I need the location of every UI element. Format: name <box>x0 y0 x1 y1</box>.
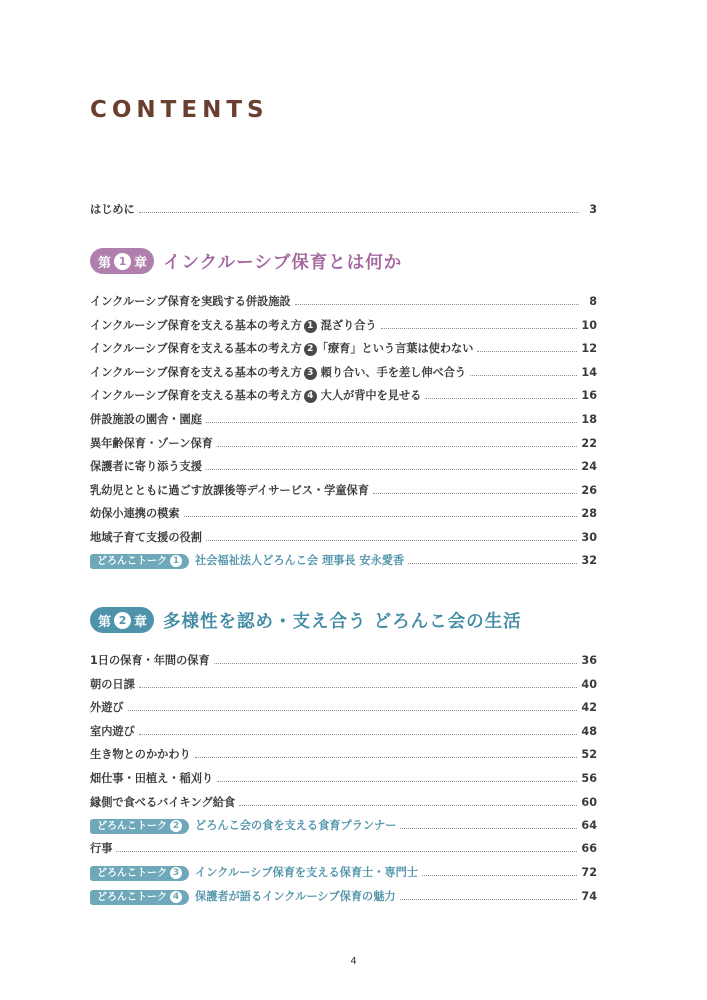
toc-entry-text: インクルーシブ保育を支える基本の考え方 <box>90 318 302 332</box>
toc-page-number: 24 <box>581 460 597 474</box>
dot-leader <box>400 827 577 829</box>
talk-number: 1 <box>170 555 182 567</box>
dot-leader <box>206 421 578 423</box>
toc-entry[interactable] <box>90 700 597 716</box>
toc-entry-label: 社会福祉法人どろんこ会 理事長 安永愛香 <box>195 554 405 567</box>
dot-leader <box>381 327 578 329</box>
dot-leader <box>217 780 577 782</box>
dot-leader <box>206 539 578 541</box>
toc-entry-label <box>90 506 180 522</box>
toc-entry[interactable] <box>90 653 597 669</box>
toc-entry-text: 畑仕事・田植え・稲刈り <box>90 772 214 785</box>
toc-entry-talk-1[interactable] <box>90 553 597 569</box>
chapter-badge-prefix: 第 <box>98 255 112 271</box>
toc-entry-text: インクルーシブ保育を支える基本の考え方 <box>90 389 302 403</box>
dot-leader <box>295 303 579 305</box>
talk-badge <box>90 554 189 569</box>
chapter-number: 1 <box>114 253 131 270</box>
toc-entry-label: 行事 <box>90 842 113 855</box>
dot-leader <box>128 709 578 711</box>
toc-entry-label <box>90 771 213 787</box>
toc-entry-label <box>90 653 210 669</box>
toc-page-number: 10 <box>581 318 597 332</box>
toc-entry-label: はじめに <box>90 203 135 216</box>
principle-number: 1 <box>304 320 317 333</box>
toc-entry-label: インクルーシブ保育を支える保育士・専門士 <box>195 866 418 879</box>
toc-page-number: 8 <box>589 295 597 308</box>
toc-entry[interactable] <box>90 294 597 310</box>
toc-entry[interactable] <box>90 341 597 357</box>
dot-leader <box>408 562 577 564</box>
dot-leader <box>400 898 578 900</box>
toc-entry-text: インクルーシブ保育を支える基本の考え方 <box>90 365 302 379</box>
toc-entry[interactable] <box>90 724 597 740</box>
dot-leader <box>425 397 577 399</box>
toc-entry[interactable] <box>90 412 597 428</box>
toc-entry[interactable] <box>90 530 597 546</box>
toc-entry-label <box>90 436 213 452</box>
toc-entry-text: 縁側で食べるバイキング給食 <box>90 795 236 809</box>
toc-entry-text: 外遊び <box>90 701 124 715</box>
dot-leader <box>195 756 578 758</box>
dot-leader <box>184 515 578 517</box>
chapter-badge <box>90 607 154 633</box>
chapter-badge-prefix: 第 <box>98 614 112 630</box>
toc-entry-label <box>90 341 473 357</box>
toc-entry[interactable] <box>90 365 597 381</box>
toc-entry[interactable] <box>90 459 597 475</box>
toc-entry-text: 1日の保育・年間の保育 <box>90 654 210 667</box>
talk-badge-label: どろんこトーク <box>97 891 167 903</box>
page-folio: 4 <box>350 956 357 967</box>
toc-entry-label <box>90 365 466 381</box>
toc-page-number: 48 <box>581 724 597 738</box>
toc-page-number: 16 <box>581 389 597 403</box>
talk-number: 3 <box>170 867 182 879</box>
dot-leader <box>139 733 578 735</box>
toc-entry-subtitle: 頼り合い、手を差し伸べ合う <box>316 365 467 379</box>
toc-entry-label <box>90 700 124 716</box>
toc-entry-text: 異年齢保育・ゾーン保育 <box>90 436 213 450</box>
dot-leader <box>373 492 578 494</box>
principle-number: 3 <box>304 367 317 380</box>
toc-page-number: 28 <box>581 507 597 521</box>
toc-entry-text: 併設施設の園舎・園庭 <box>90 413 202 426</box>
chapter-title: 多様性を認め・支え合う どろんこ会の生活 <box>163 611 522 632</box>
toc-page-number: 72 <box>581 866 597 879</box>
dot-leader <box>139 211 579 213</box>
toc-entry-text: インクルーシブ保育を支える基本の考え方 <box>90 342 302 356</box>
toc-entry[interactable] <box>90 506 597 522</box>
toc-page-number: 12 <box>581 342 597 356</box>
chapter-number: 2 <box>114 612 131 629</box>
toc-entry-label <box>90 459 202 475</box>
toc-entry-text: 生き物とのかかわり <box>90 748 191 762</box>
toc-entry-label: 保護者が語るインクルーシブ保育の魅力 <box>195 890 396 903</box>
contents-title: CONTENTS <box>90 97 269 123</box>
toc-page-number: 42 <box>581 701 597 715</box>
dot-leader <box>139 686 578 688</box>
toc-entry-text: インクルーシブ保育を実践する併設施設 <box>90 295 291 308</box>
chapter-title: インクルーシブ保育とは何か <box>163 252 403 273</box>
toc-entry[interactable] <box>90 747 597 763</box>
toc-entry-label <box>90 412 202 428</box>
toc-entry-label <box>90 318 377 334</box>
toc-entry-text: 幼保小連携の模索 <box>90 507 180 521</box>
toc-entry-label <box>90 677 135 693</box>
talk-badge-label: どろんこトーク <box>97 555 167 567</box>
chapter-1-heading <box>90 248 402 274</box>
toc-entry[interactable] <box>90 436 597 452</box>
toc-page-number: 36 <box>581 654 597 667</box>
chapter-badge-suffix: 章 <box>134 255 148 271</box>
talk-badge <box>90 819 189 834</box>
toc-entry-label <box>90 530 202 546</box>
toc-page-number: 32 <box>581 554 597 567</box>
toc-entry-label <box>90 795 235 811</box>
talk-number: 2 <box>170 820 182 832</box>
dot-leader <box>206 468 578 470</box>
toc-entry[interactable] <box>90 677 597 693</box>
toc-page-number: 74 <box>581 890 597 903</box>
toc-entry[interactable] <box>90 771 597 787</box>
chapter-badge-suffix: 章 <box>134 614 148 630</box>
toc-page-number: 52 <box>581 748 597 762</box>
toc-entry-label <box>90 724 135 740</box>
toc-entry-label <box>90 294 291 310</box>
toc-entry-subtitle: 「療育」という言葉は使わない <box>316 342 474 356</box>
dot-leader <box>214 662 578 664</box>
toc-entry-intro[interactable] <box>90 202 597 218</box>
talk-badge-label: どろんこトーク <box>97 867 167 879</box>
toc-entry[interactable] <box>90 388 597 404</box>
talk-badge <box>90 866 189 881</box>
toc-entry[interactable] <box>90 483 597 499</box>
chapter-badge <box>90 248 154 274</box>
dot-leader <box>217 445 578 447</box>
dot-leader <box>477 350 577 352</box>
dot-leader <box>422 874 577 876</box>
toc-page-number: 60 <box>581 795 597 809</box>
toc-entry-label <box>90 388 421 404</box>
principle-number: 4 <box>304 390 317 403</box>
toc-page-number: 66 <box>581 842 597 855</box>
toc-page-number: 56 <box>581 772 597 785</box>
toc-entry-text: 室内遊び <box>90 724 135 738</box>
principle-number: 2 <box>304 343 317 356</box>
toc-page-number: 3 <box>589 203 597 216</box>
toc-entry[interactable] <box>90 318 597 334</box>
toc-entry-label <box>90 483 369 499</box>
dot-leader <box>116 850 577 852</box>
toc-page-number: 30 <box>581 531 597 544</box>
toc-page-number: 14 <box>581 365 597 379</box>
toc-entry-label <box>90 747 191 763</box>
toc-entry-talk-3[interactable] <box>90 865 597 881</box>
toc-entry-event[interactable] <box>90 841 597 857</box>
toc-entry-talk-4[interactable] <box>90 889 597 905</box>
toc-entry-talk-2[interactable] <box>90 818 597 834</box>
toc-page-number: 40 <box>581 677 597 691</box>
dot-leader <box>239 804 577 806</box>
toc-page-number: 26 <box>581 483 597 497</box>
talk-number: 4 <box>170 891 182 903</box>
talk-badge-label: どろんこトーク <box>97 820 167 832</box>
toc-entry-text: 乳幼児とともに過ごす放課後等デイサービス・学童保育 <box>90 483 369 497</box>
toc-entry-subtitle: 混ざり合う <box>316 318 377 332</box>
toc-page-number: 18 <box>581 413 597 426</box>
toc-page-number: 64 <box>581 819 597 832</box>
toc-entry[interactable] <box>90 795 597 811</box>
toc-page-number: 22 <box>581 436 597 450</box>
talk-badge <box>90 890 189 905</box>
toc-entry-text: 地域子育て支援の役割 <box>90 531 202 544</box>
toc-entry-text: 保護者に寄り添う支援 <box>90 460 202 474</box>
chapter-2-heading <box>90 607 522 633</box>
dot-leader <box>470 374 577 376</box>
toc-entry-label: どろんこ会の食を支える食育プランナー <box>195 819 397 832</box>
toc-entry-text: 朝の日課 <box>90 677 135 691</box>
toc-entry-subtitle: 大人が背中を見せる <box>316 389 422 403</box>
